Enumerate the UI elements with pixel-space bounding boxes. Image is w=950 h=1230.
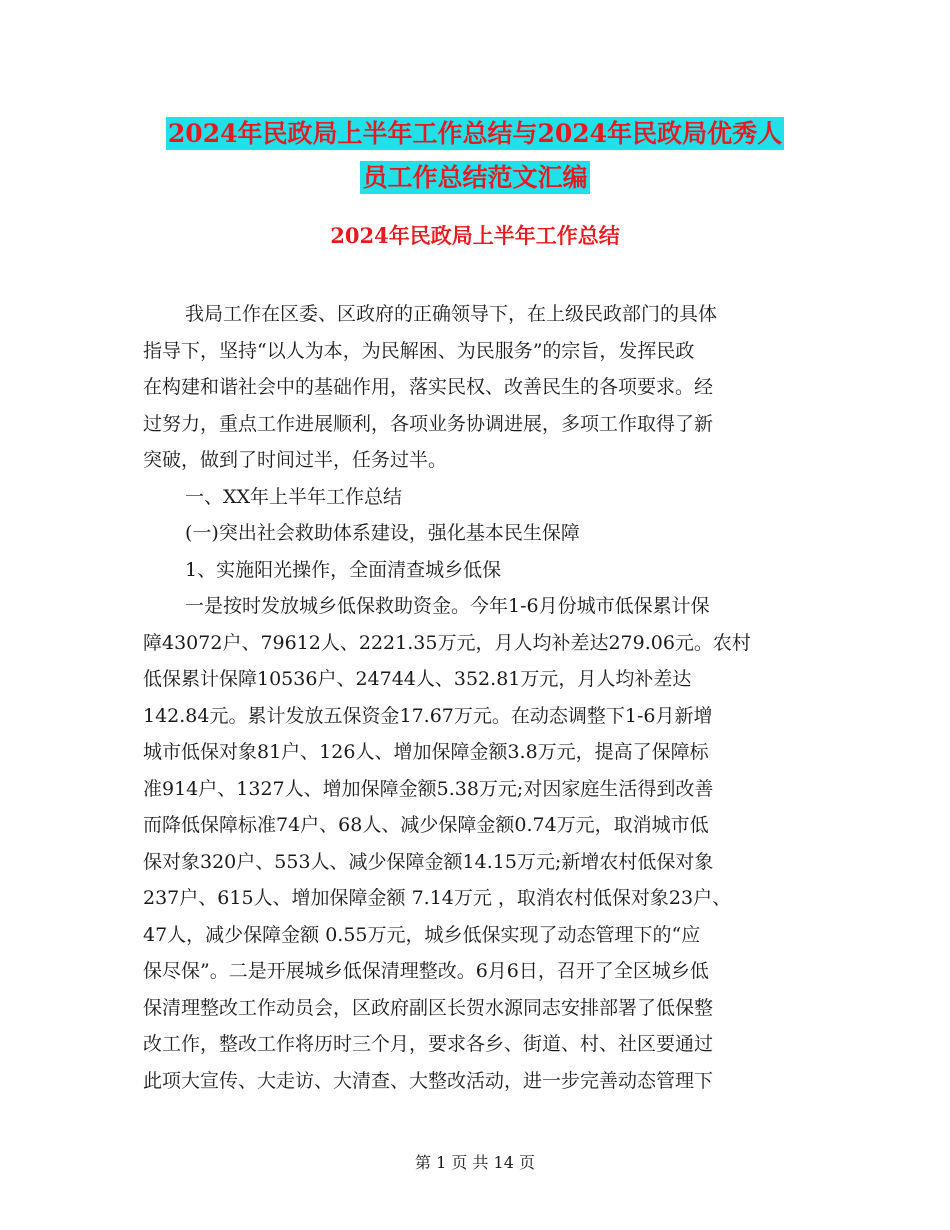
heading-level-2: (一)突出社会救助体系建设，强化基本民生保障	[185, 522, 580, 544]
body-line: 此项大宣传、大走访、大清查、大整改活动，进一步完善动态管理下	[143, 1069, 714, 1092]
body-line: 一是按时发放城乡低保救助资金。今年1-6月份城市低保累计保	[185, 595, 710, 617]
body-line: 在构建和谐社会中的基础作用，落实民权、改善民生的各项要求。经	[143, 376, 714, 398]
page-footer	[0, 1152, 950, 1174]
body-line: 准914户、1327人、增加保障金额5.38万元;对因家庭生活得到改善	[143, 777, 714, 800]
body-line: 237户、615人、增加保障金额 7.14万元 ，取消农村低保对象23户、	[143, 887, 732, 909]
document-body	[143, 296, 803, 1099]
body-line: 保清理整改工作动员会，区政府副区长贺水源同志安排部署了低保整	[143, 996, 714, 1019]
body-line: 我局工作在区委、区政府的正确领导下，在上级民政部门的具体	[185, 303, 718, 325]
body-line: 城市低保对象81户、126人、增加保障金额3.8万元，提高了保障标	[143, 741, 709, 763]
body-line: 142.84元。累计发放五保资金17.67万元。在动态调整下1-6月新增	[143, 704, 713, 727]
heading-level-3: 1、实施阳光操作，全面清查城乡低保	[185, 558, 502, 581]
body-line: 过努力，重点工作进展顺利，各项业务协调进展，多项工作取得了新	[143, 412, 714, 435]
body-line: 改工作，整改工作将历时三个月，要求各乡、街道、村、社区要通过	[143, 1033, 714, 1055]
page-number: 第 1 页 共 14 页	[415, 1153, 535, 1172]
body-line: 障43072户、79612人、2221.35万元，月人均补差达279.06元。农村	[143, 631, 751, 654]
heading-level-1: 一、XX年上半年工作总结	[185, 485, 403, 508]
body-line: 保尽保”。二是开展城乡低保清理整改。6月6日，召开了全区城乡低	[143, 960, 709, 982]
body-line: 突破，做到了时间过半，任务过半。	[143, 449, 448, 471]
body-line: 低保累计保障10536户、24744人、352.81万元，月人均补差达	[143, 668, 692, 690]
body-line: 保对象320户、553人、减少保障金额14.15万元;新增农村低保对象	[143, 850, 714, 873]
document-title-line-2: 员工作总结范文汇编	[362, 163, 588, 192]
body-line: 而降低保障标准74户、68人、减少保障金额0.74万元，取消城市低	[143, 814, 709, 836]
body-line: 指导下，坚持“以人为本，为民解困、为民服务”的宗旨，发挥民政	[143, 339, 695, 362]
document-title-line-1: 2024年民政局上半年工作总结与2024年民政局优秀人	[167, 119, 783, 148]
body-line: 47人，减少保障金额 0.55万元，城乡低保实现了动态管理下的“应	[143, 923, 701, 946]
section-title: 2024年民政局上半年工作总结	[330, 223, 620, 248]
document-title	[140, 112, 810, 200]
